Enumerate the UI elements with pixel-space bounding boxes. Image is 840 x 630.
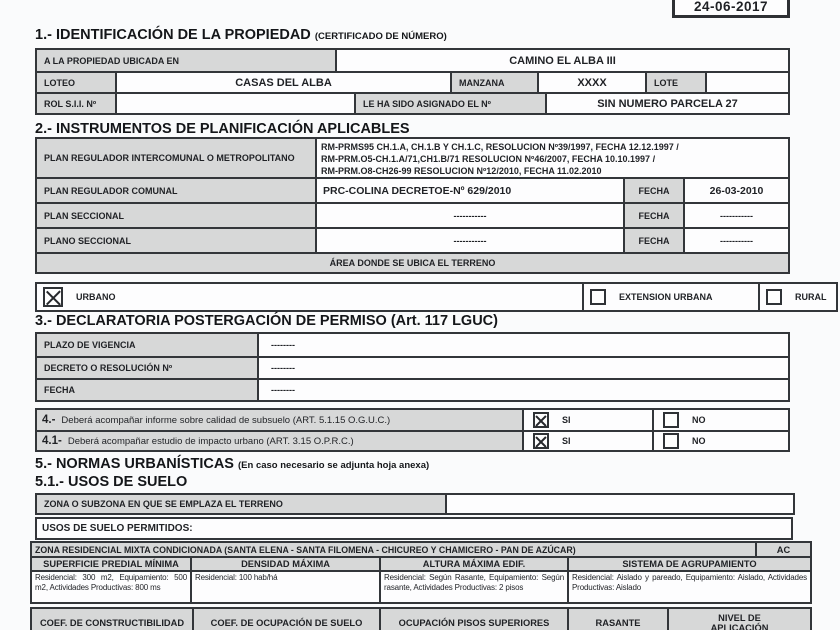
table-row: [37, 92, 788, 113]
plan-seccional-label: PLAN SECCIONAL: [37, 204, 315, 227]
table-row: [37, 139, 788, 177]
impacto-si-checkbox[interactable]: [533, 433, 549, 449]
zona-codigo: AC: [755, 543, 810, 556]
requirement-number: 4.1-: [42, 435, 62, 447]
no-cell: [652, 410, 788, 430]
subsuelo-label: [37, 410, 522, 430]
normas-urbanisticas-table: [30, 541, 812, 604]
fecha-label: FECHA: [623, 229, 683, 252]
table-row: [37, 177, 788, 202]
area-header: ÁREA DONDE SE UBICA EL TERRENO: [37, 254, 788, 272]
urbano-checkbox[interactable]: [43, 287, 63, 307]
table-row: [37, 519, 791, 538]
si-label: SI: [562, 436, 571, 446]
plazo-vigencia-label: PLAZO DE VIGENCIA: [37, 334, 257, 356]
decreto-resolucion-value: --------: [257, 358, 788, 378]
loteo-label: LOTEO: [37, 73, 115, 92]
usos-permitidos-table: [35, 517, 793, 540]
fecha-label: FECHA: [623, 179, 683, 202]
rol-label: ROL S.I.I. Nº: [37, 94, 115, 113]
comunal-value: PRC-COLINA DECRETOE-Nº 629/2010: [315, 179, 623, 202]
date-stamp-box: [672, 0, 790, 18]
manzana-label: MANZANA: [450, 73, 537, 92]
ubicada-value: CAMINO EL ALBA III: [335, 50, 788, 71]
header-superficie: SUPERFICIE PREDIAL MÍNIMA: [32, 558, 190, 570]
comunal-label: PLAN REGULADOR COMUNAL: [37, 179, 315, 202]
plan-seccional-value: -----------: [315, 204, 623, 227]
si-cell: [522, 410, 652, 430]
impacto-urbano-row: [37, 430, 788, 450]
manzana-value: XXXX: [537, 73, 645, 92]
intercomunal-label: PLAN REGULADOR INTERCOMUNAL O METROPOLITANO: [37, 139, 315, 177]
section5-title-suffix: (En caso necesario se adjunta hoja anexa): [238, 460, 430, 471]
requirement-number: 4.-: [42, 414, 56, 426]
area-option-extension-urbana: [582, 284, 758, 310]
rural-checkbox[interactable]: [766, 289, 782, 305]
comunal-fecha-value: 26-03-2010: [683, 179, 788, 202]
no-label: NO: [692, 415, 706, 425]
property-id-table: [35, 48, 790, 115]
intercomunal-line: RM-PRM.O5-CH.1.A/71,CH1.B/71 RESOLUCION Nº46/2007, FECHA 10.10.1997 /: [321, 154, 656, 164]
header-altura: ALTURA MÁXIMA EDIF.: [379, 558, 567, 570]
si-cell: [522, 432, 652, 450]
section3-title: 3.- DECLARATORIA POSTERGACIÓN DE PERMISO (Art. 117 LGUC): [35, 313, 498, 329]
table-row: [37, 284, 836, 310]
area-option-urbano: [37, 284, 582, 310]
rol-value: [115, 94, 354, 113]
planning-instruments-table: [35, 137, 790, 274]
normas-footer-row: [32, 609, 810, 630]
fecha-value: --------: [257, 380, 788, 400]
intercomunal-value: [315, 139, 788, 177]
lote-value: [705, 73, 788, 92]
table-row: [37, 50, 788, 71]
footer-rasante: RASANTE: [567, 609, 667, 630]
requirement-text: Deberá acompañar estudio de impacto urbano (ART. 3.15 O.P.R.C.): [67, 435, 354, 447]
table-row: [37, 227, 788, 252]
section1-title-suffix: (CERTIFICADO DE NÚMERO): [314, 31, 447, 42]
section1-title: [35, 27, 447, 43]
header-agrupamiento: SISTEMA DE AGRUPAMIENTO: [567, 558, 810, 570]
plano-seccional-label: PLANO SECCIONAL: [37, 229, 315, 252]
plano-seccional-value: -----------: [315, 229, 623, 252]
date-stamp: 24-06-2017: [693, 0, 769, 14]
section5-title-text: 5.- NORMAS URBANÍSTICAS: [35, 456, 234, 472]
area-checkbox-table: [35, 282, 838, 312]
table-row: [37, 202, 788, 227]
impacto-urbano-label: [37, 432, 522, 450]
footer-pisos-superiores: OCUPACIÓN PISOS SUPERIORES: [379, 609, 567, 630]
footer-nivel-aplicacion-text: NIVEL DE APLICACIÓN: [710, 613, 769, 630]
area-option-rural: [758, 284, 836, 310]
subsuelo-si-checkbox[interactable]: [533, 412, 549, 428]
decreto-resolucion-label: DECRETO O RESOLUCIÓN Nº: [37, 358, 257, 378]
subsuelo-no-checkbox[interactable]: [663, 412, 679, 428]
section5-subtitle: 5.1.- USOS DE SUELO: [35, 474, 188, 490]
table-row: [37, 252, 788, 272]
no-cell: [652, 432, 788, 450]
subsuelo-row: [37, 410, 788, 430]
normas-values-row: [32, 570, 810, 602]
plazo-vigencia-value: --------: [257, 334, 788, 356]
section1-title-text: 1.- IDENTIFICACIÓN DE LA PROPIEDAD: [35, 27, 311, 43]
requirements-table: [35, 408, 790, 452]
urbano-label: URBANO: [76, 292, 116, 302]
extension-urbana-label: EXTENSION URBANA: [619, 292, 713, 302]
table-row: [37, 378, 788, 400]
si-label: SI: [562, 415, 571, 425]
value-altura: Residencial: Según Rasante, Equipamiento: Según rasante, Actividades Productivas: 2 pisos: [379, 572, 567, 602]
zona-subzona-value: [445, 495, 793, 513]
value-densidad: Residencial: 100 hab/há: [190, 572, 379, 602]
postergacion-table: [35, 332, 790, 402]
header-densidad: DENSIDAD MÁXIMA: [190, 558, 379, 570]
footer-nivel-aplicacion: [667, 609, 810, 630]
plano-seccional-fecha: -----------: [683, 229, 788, 252]
usos-permitidos-label: USOS DE SUELO PERMITIDOS:: [42, 523, 193, 534]
zona-subzona-label: ZONA O SUBZONA EN QUE SE EMPLAZA EL TERRENO: [37, 495, 445, 513]
footer-constructibilidad: COEF. DE CONSTRUCTIBILIDAD: [32, 609, 192, 630]
value-agrupamiento: Residencial: Aislado y pareado, Equipamiento: Aislado, Actividades Productivas: Aislado: [567, 572, 810, 602]
zona-residencial-label: ZONA RESIDENCIAL MIXTA CONDICIONADA (SANTA ELENA - SANTA FILOMENA - CHICUREO Y CHAMICERO - PAN DE AZÚCAR): [32, 543, 755, 556]
intercomunal-line: RM-PRMS95 CH.1.A, CH.1.B Y CH.1.C, RESOLUCION Nº39/1997, FECHA 12.12.1997 /: [321, 142, 679, 152]
loteo-value: CASAS DEL ALBA: [115, 73, 450, 92]
table-row: [37, 71, 788, 92]
fecha-label: FECHA: [623, 204, 683, 227]
fecha-label: FECHA: [37, 380, 257, 400]
zona-residencial-row: [32, 543, 810, 556]
table-row: [37, 356, 788, 378]
asignado-value: SIN NUMERO PARCELA 27: [545, 94, 788, 113]
lote-label: LOTE: [645, 73, 705, 92]
zona-subzona-table: [35, 493, 795, 515]
rural-label: RURAL: [795, 292, 827, 302]
ubicada-label: A LA PROPIEDAD UBICADA EN: [37, 50, 335, 71]
section5-title: [35, 456, 429, 472]
footer-ocupacion-suelo: COEF. DE OCUPACIÓN DE SUELO: [192, 609, 379, 630]
section2-title: 2.- INSTRUMENTOS DE PLANIFICACIÓN APLICABLES: [35, 121, 410, 137]
normas-footer-table: [30, 607, 812, 630]
value-superficie: Residencial: 300 m2, Equipamiento: 500 m2, Actividades Productivas: 800 ms: [35, 573, 187, 592]
requirement-text: Deberá acompañar informe sobre calidad de subsuelo (ART. 5.1.15 O.G.U.C.): [61, 414, 391, 426]
plan-seccional-fecha: -----------: [683, 204, 788, 227]
no-label: NO: [692, 436, 706, 446]
impacto-no-checkbox[interactable]: [663, 433, 679, 449]
normas-header-row: [32, 556, 810, 570]
asignado-label: LE HA SIDO ASIGNADO EL Nº: [354, 94, 545, 113]
table-row: [37, 495, 793, 513]
extension-urbana-checkbox[interactable]: [590, 289, 606, 305]
intercomunal-line: RM-PRM.O8-CH26-99 RESOLUCION Nº12/2010, FECHA 11.02.2010: [321, 166, 602, 176]
table-row: [37, 334, 788, 356]
